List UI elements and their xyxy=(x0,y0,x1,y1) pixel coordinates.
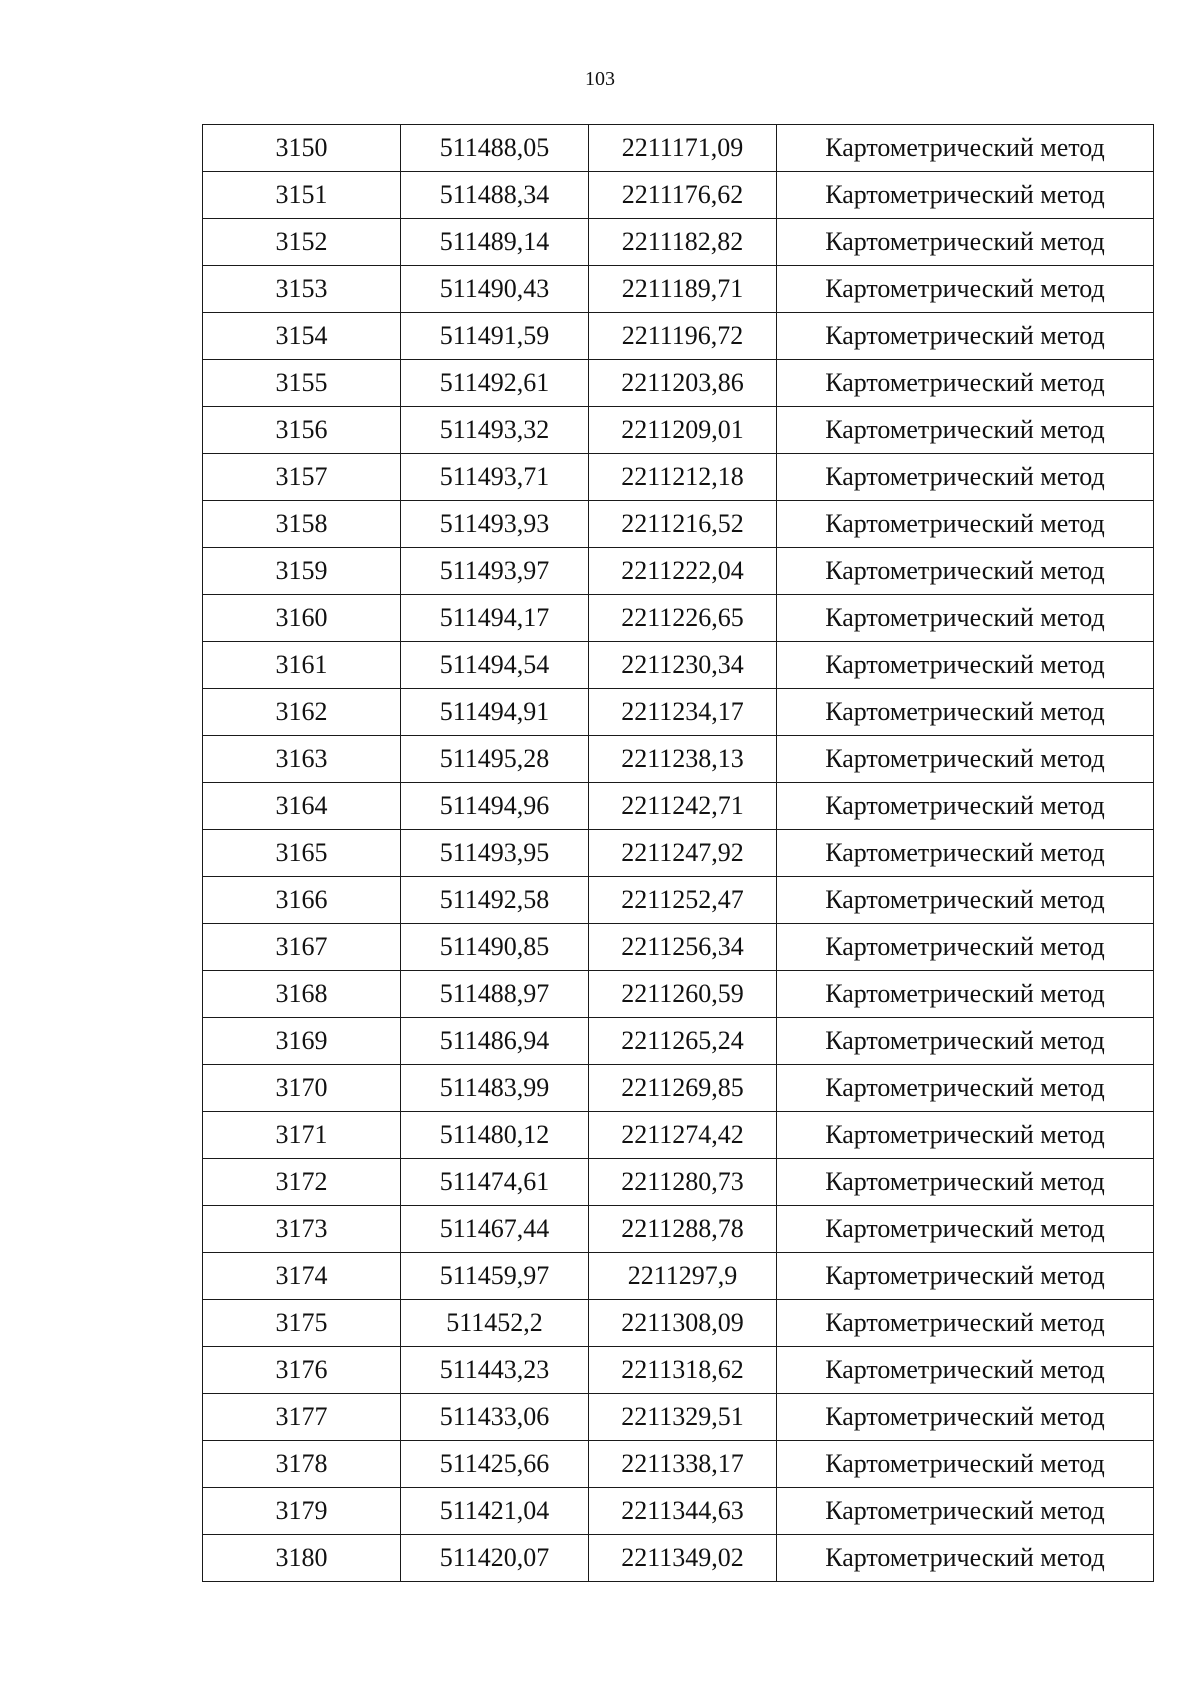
y-coordinate-cell: 2211196,72 xyxy=(589,313,777,360)
method-cell: Картометрический метод xyxy=(777,1253,1154,1300)
method-cell: Картометрический метод xyxy=(777,971,1154,1018)
y-coordinate-cell: 2211238,13 xyxy=(589,736,777,783)
y-coordinate-cell: 2211269,85 xyxy=(589,1065,777,1112)
x-coordinate-cell: 511493,71 xyxy=(401,454,589,501)
point-number-cell: 3153 xyxy=(203,266,401,313)
x-coordinate-cell: 511480,12 xyxy=(401,1112,589,1159)
y-coordinate-cell: 2211216,52 xyxy=(589,501,777,548)
y-coordinate-cell: 2211247,92 xyxy=(589,830,777,877)
x-coordinate-cell: 511488,34 xyxy=(401,172,589,219)
x-coordinate-cell: 511494,54 xyxy=(401,642,589,689)
table-row xyxy=(203,1347,1154,1394)
table-row xyxy=(203,407,1154,454)
table-row xyxy=(203,736,1154,783)
y-coordinate-cell: 2211256,34 xyxy=(589,924,777,971)
point-number-cell: 3179 xyxy=(203,1488,401,1535)
table-row xyxy=(203,642,1154,689)
point-number-cell: 3174 xyxy=(203,1253,401,1300)
point-number-cell: 3169 xyxy=(203,1018,401,1065)
y-coordinate-cell: 2211189,71 xyxy=(589,266,777,313)
table-row xyxy=(203,971,1154,1018)
table-row xyxy=(203,219,1154,266)
y-coordinate-cell: 2211297,9 xyxy=(589,1253,777,1300)
method-cell: Картометрический метод xyxy=(777,172,1154,219)
point-number-cell: 3175 xyxy=(203,1300,401,1347)
method-cell: Картометрический метод xyxy=(777,689,1154,736)
x-coordinate-cell: 511483,99 xyxy=(401,1065,589,1112)
x-coordinate-cell: 511420,07 xyxy=(401,1535,589,1582)
method-cell: Картометрический метод xyxy=(777,1159,1154,1206)
point-number-cell: 3178 xyxy=(203,1441,401,1488)
table-row xyxy=(203,1159,1154,1206)
x-coordinate-cell: 511459,97 xyxy=(401,1253,589,1300)
method-cell: Картометрический метод xyxy=(777,313,1154,360)
x-coordinate-cell: 511492,58 xyxy=(401,877,589,924)
x-coordinate-cell: 511425,66 xyxy=(401,1441,589,1488)
table-row xyxy=(203,830,1154,877)
y-coordinate-cell: 2211230,34 xyxy=(589,642,777,689)
method-cell: Картометрический метод xyxy=(777,1112,1154,1159)
point-number-cell: 3154 xyxy=(203,313,401,360)
x-coordinate-cell: 511486,94 xyxy=(401,1018,589,1065)
x-coordinate-cell: 511491,59 xyxy=(401,313,589,360)
table-row xyxy=(203,313,1154,360)
x-coordinate-cell: 511433,06 xyxy=(401,1394,589,1441)
table-row xyxy=(203,360,1154,407)
table-row xyxy=(203,266,1154,313)
point-number-cell: 3165 xyxy=(203,830,401,877)
table-row xyxy=(203,783,1154,830)
x-coordinate-cell: 511493,93 xyxy=(401,501,589,548)
table-row xyxy=(203,689,1154,736)
table-row xyxy=(203,1065,1154,1112)
method-cell: Картометрический метод xyxy=(777,219,1154,266)
method-cell: Картометрический метод xyxy=(777,548,1154,595)
y-coordinate-cell: 2211182,82 xyxy=(589,219,777,266)
method-cell: Картометрический метод xyxy=(777,877,1154,924)
point-number-cell: 3163 xyxy=(203,736,401,783)
x-coordinate-cell: 511493,97 xyxy=(401,548,589,595)
y-coordinate-cell: 2211242,71 xyxy=(589,783,777,830)
y-coordinate-cell: 2211344,63 xyxy=(589,1488,777,1535)
y-coordinate-cell: 2211308,09 xyxy=(589,1300,777,1347)
method-cell: Картометрический метод xyxy=(777,407,1154,454)
x-coordinate-cell: 511443,23 xyxy=(401,1347,589,1394)
method-cell: Картометрический метод xyxy=(777,360,1154,407)
table-row xyxy=(203,1535,1154,1582)
x-coordinate-cell: 511493,32 xyxy=(401,407,589,454)
method-cell: Картометрический метод xyxy=(777,1206,1154,1253)
y-coordinate-cell: 2211274,42 xyxy=(589,1112,777,1159)
point-number-cell: 3171 xyxy=(203,1112,401,1159)
method-cell: Картометрический метод xyxy=(777,642,1154,689)
table-row xyxy=(203,595,1154,642)
point-number-cell: 3176 xyxy=(203,1347,401,1394)
x-coordinate-cell: 511421,04 xyxy=(401,1488,589,1535)
y-coordinate-cell: 2211222,04 xyxy=(589,548,777,595)
point-number-cell: 3180 xyxy=(203,1535,401,1582)
table-row xyxy=(203,172,1154,219)
table-row xyxy=(203,924,1154,971)
table-row xyxy=(203,1394,1154,1441)
method-cell: Картометрический метод xyxy=(777,1535,1154,1582)
x-coordinate-cell: 511489,14 xyxy=(401,219,589,266)
coordinates-table xyxy=(202,124,1154,1582)
method-cell: Картометрический метод xyxy=(777,1441,1154,1488)
y-coordinate-cell: 2211318,62 xyxy=(589,1347,777,1394)
x-coordinate-cell: 511493,95 xyxy=(401,830,589,877)
point-number-cell: 3177 xyxy=(203,1394,401,1441)
point-number-cell: 3173 xyxy=(203,1206,401,1253)
table-row xyxy=(203,1300,1154,1347)
point-number-cell: 3150 xyxy=(203,125,401,172)
x-coordinate-cell: 511452,2 xyxy=(401,1300,589,1347)
method-cell: Картометрический метод xyxy=(777,736,1154,783)
table-row xyxy=(203,1206,1154,1253)
method-cell: Картометрический метод xyxy=(777,783,1154,830)
point-number-cell: 3155 xyxy=(203,360,401,407)
point-number-cell: 3156 xyxy=(203,407,401,454)
point-number-cell: 3160 xyxy=(203,595,401,642)
method-cell: Картометрический метод xyxy=(777,266,1154,313)
method-cell: Картометрический метод xyxy=(777,595,1154,642)
table-row xyxy=(203,454,1154,501)
point-number-cell: 3170 xyxy=(203,1065,401,1112)
x-coordinate-cell: 511488,97 xyxy=(401,971,589,1018)
method-cell: Картометрический метод xyxy=(777,1300,1154,1347)
table-row xyxy=(203,548,1154,595)
point-number-cell: 3159 xyxy=(203,548,401,595)
y-coordinate-cell: 2211209,01 xyxy=(589,407,777,454)
x-coordinate-cell: 511494,96 xyxy=(401,783,589,830)
y-coordinate-cell: 2211226,65 xyxy=(589,595,777,642)
method-cell: Картометрический метод xyxy=(777,125,1154,172)
method-cell: Картометрический метод xyxy=(777,501,1154,548)
table-row xyxy=(203,1018,1154,1065)
x-coordinate-cell: 511467,44 xyxy=(401,1206,589,1253)
method-cell: Картометрический метод xyxy=(777,454,1154,501)
method-cell: Картометрический метод xyxy=(777,1018,1154,1065)
point-number-cell: 3172 xyxy=(203,1159,401,1206)
point-number-cell: 3168 xyxy=(203,971,401,1018)
x-coordinate-cell: 511492,61 xyxy=(401,360,589,407)
table-row xyxy=(203,1112,1154,1159)
table-row xyxy=(203,1253,1154,1300)
x-coordinate-cell: 511488,05 xyxy=(401,125,589,172)
y-coordinate-cell: 2211203,86 xyxy=(589,360,777,407)
table-row xyxy=(203,501,1154,548)
y-coordinate-cell: 2211349,02 xyxy=(589,1535,777,1582)
y-coordinate-cell: 2211265,24 xyxy=(589,1018,777,1065)
x-coordinate-cell: 511494,91 xyxy=(401,689,589,736)
method-cell: Картометрический метод xyxy=(777,1394,1154,1441)
y-coordinate-cell: 2211234,17 xyxy=(589,689,777,736)
point-number-cell: 3152 xyxy=(203,219,401,266)
y-coordinate-cell: 2211280,73 xyxy=(589,1159,777,1206)
table-row xyxy=(203,1488,1154,1535)
y-coordinate-cell: 2211329,51 xyxy=(589,1394,777,1441)
x-coordinate-cell: 511495,28 xyxy=(401,736,589,783)
x-coordinate-cell: 511474,61 xyxy=(401,1159,589,1206)
point-number-cell: 3166 xyxy=(203,877,401,924)
method-cell: Картометрический метод xyxy=(777,1488,1154,1535)
y-coordinate-cell: 2211338,17 xyxy=(589,1441,777,1488)
page-number: 103 xyxy=(585,68,615,90)
y-coordinate-cell: 2211252,47 xyxy=(589,877,777,924)
method-cell: Картометрический метод xyxy=(777,924,1154,971)
point-number-cell: 3162 xyxy=(203,689,401,736)
y-coordinate-cell: 2211260,59 xyxy=(589,971,777,1018)
x-coordinate-cell: 511494,17 xyxy=(401,595,589,642)
table-row xyxy=(203,1441,1154,1488)
method-cell: Картометрический метод xyxy=(777,830,1154,877)
point-number-cell: 3167 xyxy=(203,924,401,971)
table-row xyxy=(203,877,1154,924)
point-number-cell: 3151 xyxy=(203,172,401,219)
table-row xyxy=(203,125,1154,172)
point-number-cell: 3161 xyxy=(203,642,401,689)
x-coordinate-cell: 511490,85 xyxy=(401,924,589,971)
point-number-cell: 3158 xyxy=(203,501,401,548)
y-coordinate-cell: 2211288,78 xyxy=(589,1206,777,1253)
x-coordinate-cell: 511490,43 xyxy=(401,266,589,313)
y-coordinate-cell: 2211176,62 xyxy=(589,172,777,219)
point-number-cell: 3157 xyxy=(203,454,401,501)
y-coordinate-cell: 2211212,18 xyxy=(589,454,777,501)
method-cell: Картометрический метод xyxy=(777,1065,1154,1112)
point-number-cell: 3164 xyxy=(203,783,401,830)
coordinates-table-body xyxy=(203,125,1154,1582)
y-coordinate-cell: 2211171,09 xyxy=(589,125,777,172)
method-cell: Картометрический метод xyxy=(777,1347,1154,1394)
